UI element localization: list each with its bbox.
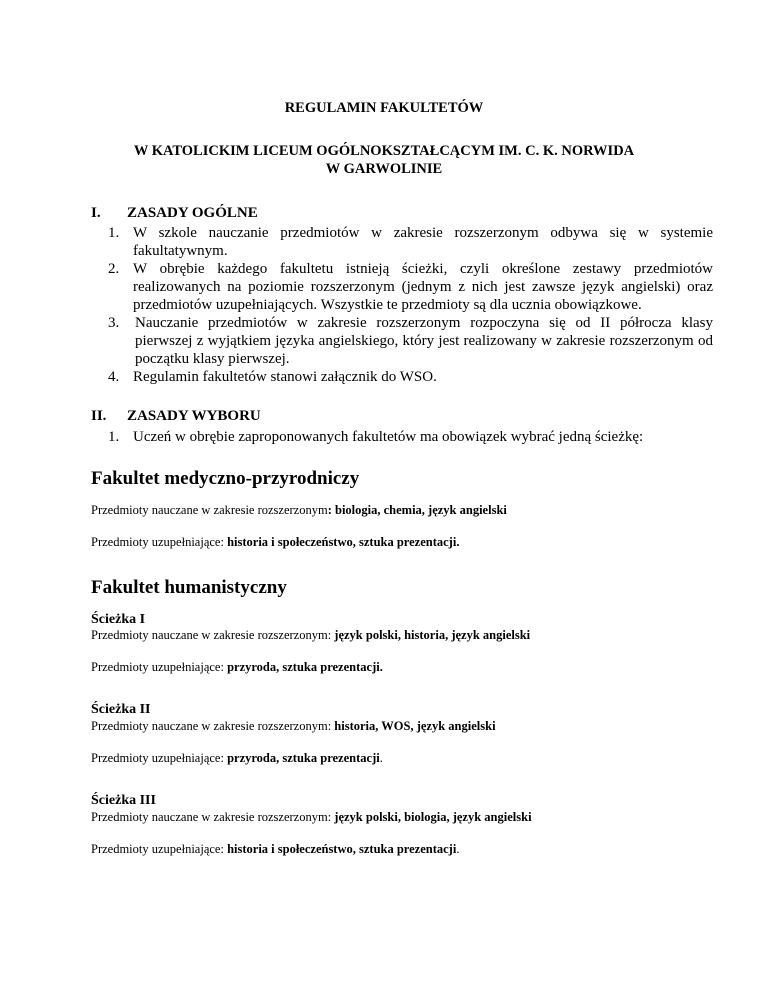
section-1-heading <box>91 205 258 222</box>
list-item: 1. Uczeń w obrębie zaproponowanych fakultetów ma obowiązek wybrać jedną ścieżkę: <box>108 429 644 445</box>
section-2-number: II. <box>91 408 107 424</box>
path-3-extended: Przedmioty nauczane w zakresie rozszerzonym: język polski, biologia, język angielski <box>91 810 532 824</box>
path-1-supplementary: Przedmioty uzupełniające: przyroda, sztuka prezentacji. <box>91 660 383 674</box>
faculty-medical-extended: Przedmioty nauczane w zakresie rozszerzonym: biologia, chemia, język angielski <box>91 503 507 517</box>
faculty-medical-supplementary: Przedmioty uzupełniające: historia i społeczeństwo, sztuka prezentacji. <box>91 535 460 549</box>
path-1-title: Ścieżka I <box>91 612 146 627</box>
list-item: 3. Nauczanie przedmiotów w zakresie rozszerzonym rozpoczyna się od II półrocza klasy pierwszej z wyjątkiem języka angielskiego, który jest realizowany w zakresie rozszerzonym od początku klasy pierwszej. <box>108 315 713 367</box>
path-3-title: Ścieżka III <box>91 793 156 808</box>
subtitle-line-2: W GARWOLINIE <box>325 161 443 177</box>
subtitle-line-1: W KATOLICKIM LICEUM OGÓLNOKSZTAŁCĄCYM IM. C. K. NORWIDA <box>133 143 635 159</box>
section-1-number: I. <box>91 205 101 221</box>
path-2-extended: Przedmioty nauczane w zakresie rozszerzonym: historia, WOS, język angielski <box>91 719 496 733</box>
section-1-title: ZASADY OGÓLNE <box>127 205 258 221</box>
list-item: 2. W obrębie każdego fakultetu istnieją ścieżki, czyli określone zestawy przedmiotów realizowanych na poziomie rozszerzonym (jednym z nich jest zawsze język angielski) oraz przedmiotów uzupełniających. Wszystkie te przedmioty są dla ucznia obowiązkowe. <box>108 261 713 313</box>
document-title: REGULAMIN FAKULTETÓW <box>284 100 484 116</box>
section-2-list <box>108 428 728 446</box>
section-1-list <box>108 224 713 386</box>
list-item: 4. Regulamin fakultetów stanowi załącznik do WSO. <box>108 369 437 385</box>
section-2-title: ZASADY WYBORU <box>127 408 261 424</box>
section-2-heading <box>91 408 261 425</box>
faculty-humanities-title: Fakultet humanistyczny <box>91 577 287 598</box>
document-subtitle <box>0 142 768 178</box>
path-2-title: Ścieżka II <box>91 702 151 717</box>
path-3-supplementary: Przedmioty uzupełniające: historia i społeczeństwo, sztuka prezentacji. <box>91 842 460 856</box>
path-2-supplementary: Przedmioty uzupełniające: przyroda, sztuka prezentacji. <box>91 751 383 765</box>
faculty-medical-title: Fakultet medyczno-przyrodniczy <box>91 468 360 489</box>
list-item: 1. W szkole nauczanie przedmiotów w zakresie rozszerzonym odbywa się w systemie fakultatywnym. <box>108 225 713 259</box>
path-1-extended: Przedmioty nauczane w zakresie rozszerzonym: język polski, historia, język angielski <box>91 628 531 642</box>
